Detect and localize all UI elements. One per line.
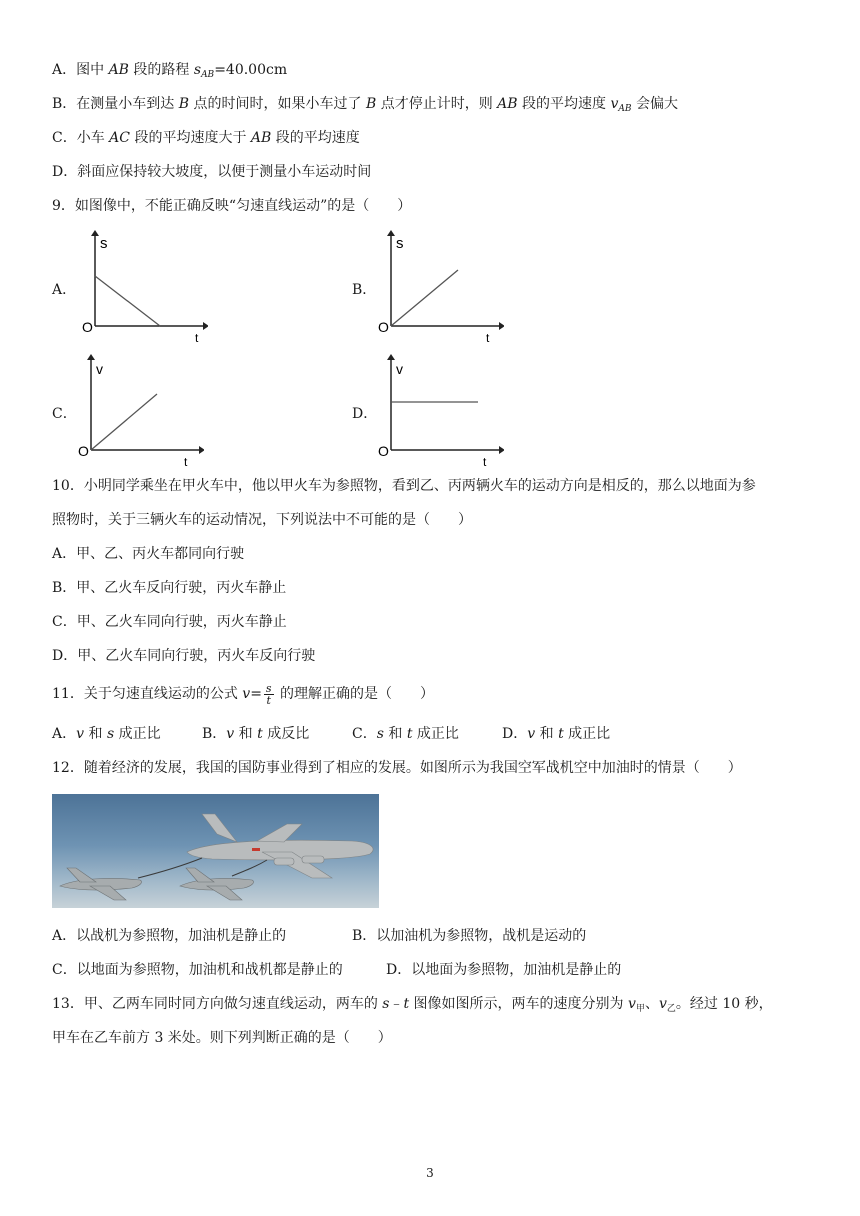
- q11-stem: 11．关于匀速直线运动的公式 v= $\frac{s}{t}$ 的理解正确的是（ ）: [52, 681, 435, 707]
- q8-option-c: C．小车 AC 段的平均速度大于 AB 段的平均速度: [52, 130, 360, 146]
- q9-b-y-label: s: [396, 235, 404, 252]
- q13-stem-line1: 13．甲、乙两车同时同方向做匀速直线运动，两车的 s﹣t 图像如图所示，两车的速度分别为 $v_甲$、$v_乙$。经过 10 秒，: [52, 996, 773, 1014]
- q8-option-b: B．在测量小车到达 B 点的时间时，如果小车过了 B 点才停止计时，则 AB 段的平均速度 $v_{AB}$ 会偏大: [52, 96, 678, 114]
- q9-graph-c: [74, 352, 204, 470]
- q9-a-origin: O: [82, 319, 93, 335]
- q9-option-b-label: B．: [352, 282, 377, 298]
- q9-a-y-label: s: [100, 235, 108, 252]
- q9-option-c-label: C．: [52, 406, 77, 422]
- page-number: 3: [426, 1166, 434, 1180]
- q9-c-x-label: t: [184, 455, 188, 469]
- q10-option-d: D．甲、乙火车同向行驶，丙火车反向行驶: [52, 648, 316, 664]
- q9-d-x-label: t: [483, 455, 487, 469]
- q10-stem-line1: 10．小明同学乘坐在甲火车中，他以甲火车为参照物，看到乙、丙两辆火车的运动方向是相反的，那么以地面为参: [52, 478, 756, 494]
- q9-b-x-label: t: [486, 331, 490, 345]
- q9-c-origin: O: [78, 443, 89, 459]
- q9-option-d-label: D．: [352, 406, 378, 422]
- q12-option-b: B．以加油机为参照物，战机是运动的: [352, 928, 587, 944]
- q9-c-y-label: v: [96, 361, 103, 377]
- q10-option-b: B．甲、乙火车反向行驶，丙火车静止: [52, 580, 287, 596]
- q11-option-a: A．v 和 s 成正比: [52, 726, 161, 742]
- q10-stem-line2: 照物时，关于三辆火车的运动情况，下列说法中不可能的是（ ）: [52, 512, 472, 528]
- q9-graph-b: [374, 228, 504, 346]
- q10-option-a: A．甲、乙、丙火车都同向行驶: [52, 546, 245, 562]
- q12-stem: 12．随着经济的发展，我国的国防事业得到了相应的发展。如图所示为我国空军战机空中加油时的情景（ ）: [52, 760, 742, 776]
- q12-option-c: C．以地面为参照物，加油机和战机都是静止的: [52, 962, 343, 978]
- q9-b-origin: O: [378, 319, 389, 335]
- q9-graph-d: [374, 352, 504, 470]
- q9-d-y-label: v: [396, 361, 403, 377]
- q9-graph-a: [78, 228, 208, 346]
- q9-a-x-label: t: [195, 331, 199, 345]
- q11-option-c: C．s 和 t 成正比: [352, 726, 459, 742]
- q13-stem-line2: 甲车在乙车前方 3 米处。则下列判断正确的是（ ）: [52, 1030, 392, 1046]
- q11-option-b: B．v 和 t 成反比: [202, 726, 310, 742]
- q8-option-a: A．图中 AB 段的路程 $s_{AB}=40.00cm$: [52, 62, 288, 80]
- q11-option-d: D．v 和 t 成正比: [502, 726, 611, 742]
- q9-stem: 9．如图像中，不能正确反映“匀速直线运动”的是（ ）: [52, 198, 412, 214]
- formula-fraction: $\frac{s}{t}$: [265, 681, 272, 707]
- q10-option-c: C．甲、乙火车同向行驶，丙火车静止: [52, 614, 287, 630]
- q8-option-d: D．斜面应保持较大坡度，以便于测量小车运动时间: [52, 164, 372, 180]
- q12-option-a: A．以战机为参照物，加油机是静止的: [52, 928, 287, 944]
- q9-d-origin: O: [378, 443, 389, 459]
- aerial-refueling-photo: [52, 794, 379, 908]
- q12-option-d: D．以地面为参照物，加油机是静止的: [386, 962, 622, 978]
- q9-option-a-label: A．: [52, 282, 77, 298]
